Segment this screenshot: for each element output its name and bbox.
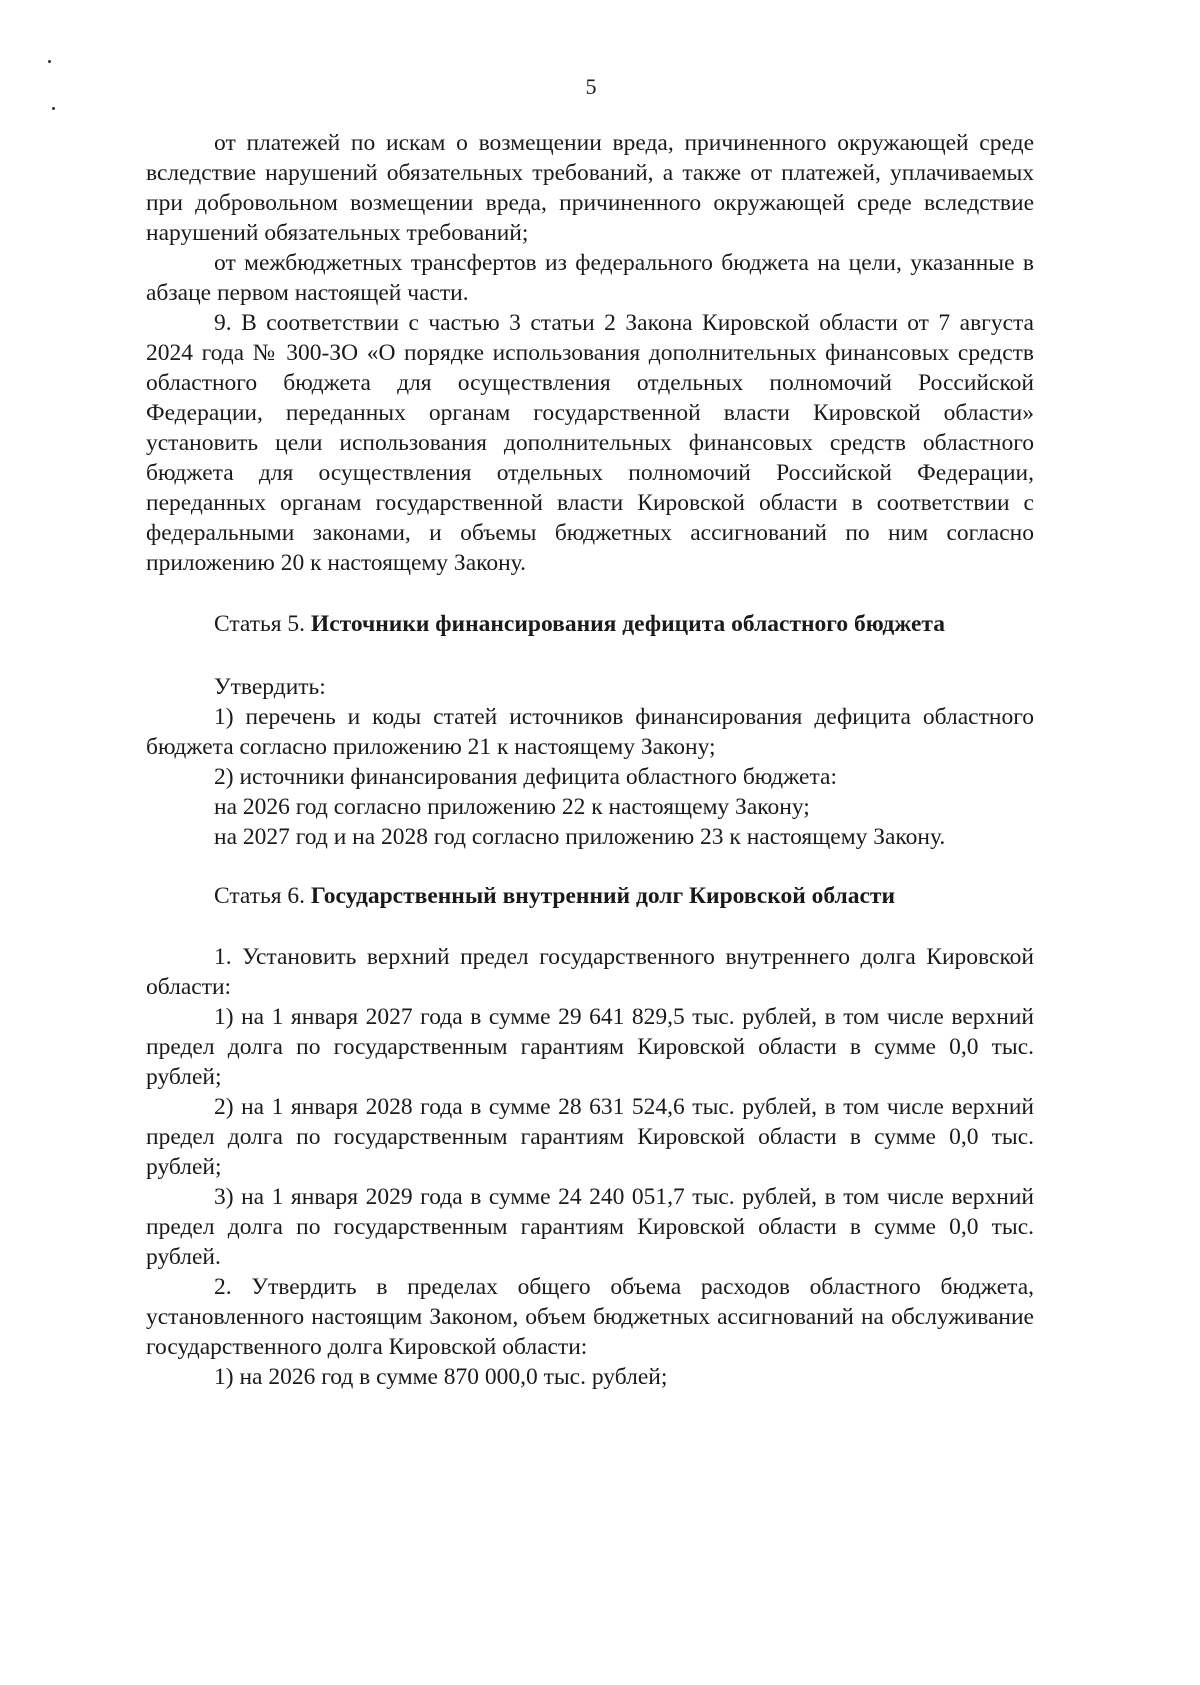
scan-speck	[52, 107, 55, 110]
paragraph: от межбюджетных трансфертов из федерального бюджета на цели, указанные в абзаце первом настоящей части.	[146, 250, 1034, 306]
paragraph: 1) на 2026 год в сумме 870 000,0 тыс. рублей;	[214, 1364, 668, 1390]
paragraph: 2) на 1 января 2028 года в сумме 28 631 524,6 тыс. рублей, в том числе верхний предел долга по государственным гарантиям Кировской области в сумме 0,0 тыс. рублей;	[146, 1094, 1034, 1180]
paragraph: на 2027 год и на 2028 год согласно приложению 23 к настоящему Закону.	[214, 824, 946, 850]
paragraph: 3) на 1 января 2029 года в сумме 24 240 051,7 тыс. рублей, в том числе верхний предел долга по государственным гарантиям Кировской области в сумме 0,0 тыс. рублей.	[146, 1184, 1034, 1270]
paragraph: на 2026 год согласно приложению 22 к настоящему Закону;	[214, 794, 810, 820]
paragraph: 2. Утвердить в пределах общего объема расходов областного бюджета, установленного настоящим Законом, объем бюджетных ассигнований на обслуживание государственного долга Кировской области:	[146, 1274, 1034, 1360]
article-6-heading	[146, 881, 1034, 911]
paragraph: 1) на 1 января 2027 года в сумме 29 641 829,5 тыс. рублей, в том числе верхний предел долга по государственным гарантиям Кировской области в сумме 0,0 тыс. рублей;	[146, 1004, 1034, 1090]
paragraph: от платежей по искам о возмещении вреда, причиненного окружающей среде вследствие нарушений обязательных требований, а также от платежей, уплачиваемых при добровольном возмещении вреда, причиненного окружающей среде вследствие нарушений обязательных требований;	[146, 130, 1034, 246]
paragraph: 1) перечень и коды статей источников финансирования дефицита областного бюджета согласно приложению 21 к настоящему Закону;	[146, 704, 1034, 760]
scan-speck	[48, 60, 51, 63]
paragraph: 1. Установить верхний предел государственного внутреннего долга Кировской области:	[146, 944, 1034, 1000]
paragraph: 2) источники финансирования дефицита областного бюджета:	[214, 764, 837, 790]
page-number: 5	[585, 74, 597, 99]
article-5-title: Источники финансирования дефицита областного бюджета	[310, 611, 945, 637]
paragraph: Утвердить:	[214, 674, 326, 700]
paragraph: 9. В соответствии с частью 3 статьи 2 Закона Кировской области от 7 августа 2024 года № 300-ЗО «О порядке использования дополнительных финансовых средств областного бюджета для осуществления отдельных полномочий Российской Федерации, переданных органам государственной власти Кировской области» установить цели использования дополнительных финансовых средств областного бюджета для осуществления отдельных полномочий Российской Федерации, переданных органам государственной власти Кировской области в соответствии с федеральными законами, и объемы бюджетных ассигнований по ним согласно приложению 20 к настоящему Закону.	[146, 310, 1034, 576]
article-5-heading	[146, 609, 1034, 639]
article-6-prefix: Статья 6.	[214, 883, 311, 909]
article-6-title: Государственный внутренний долг Кировской области	[310, 883, 895, 909]
article-5-prefix: Статья 5.	[214, 611, 311, 637]
document-body	[146, 128, 1034, 1392]
